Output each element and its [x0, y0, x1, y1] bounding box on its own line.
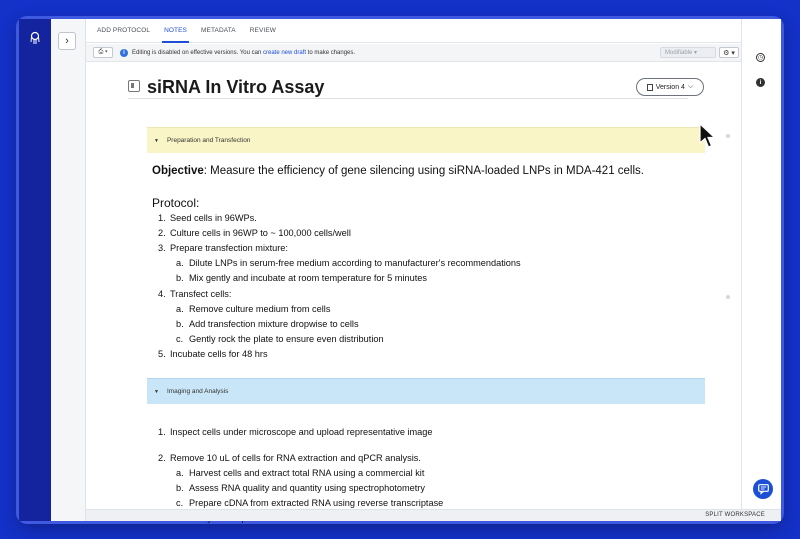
bottom-bar [86, 509, 781, 521]
list-number: a. [176, 304, 184, 314]
list-number: b. [176, 319, 184, 329]
tab-bar [86, 19, 741, 43]
list-text: Prepare transfection mixture: [170, 243, 288, 253]
list-text: Transfect cells: [170, 289, 232, 299]
tab-add-protocol[interactable]: ADD PROTOCOL [97, 27, 151, 34]
version-label: Version 4 [655, 83, 685, 91]
file-icon [647, 84, 653, 91]
info-toolbar [86, 44, 741, 62]
list-text: Gently rock the plate to ensure even distribution [189, 334, 384, 344]
list-text: Inspect cells under microscope and upload representative image [170, 427, 433, 437]
list-number: 2. [158, 228, 166, 238]
chevron-down-icon: ⌵ [687, 83, 694, 90]
settings-dropdown-button[interactable]: ⚙ ▾ [719, 47, 739, 58]
print-button[interactable]: ⎙ ▾ [93, 47, 113, 58]
document-content[interactable] [86, 63, 741, 509]
list-number: 4. [158, 289, 166, 299]
list-number: c. [176, 498, 184, 508]
list-number: b. [176, 483, 184, 493]
section-label: Preparation and Transfection [166, 137, 251, 144]
section-label: Imaging and Analysis [166, 388, 229, 395]
expand-panel-button[interactable] [58, 32, 76, 50]
info-circle-icon[interactable]: i [756, 78, 765, 87]
document-icon [128, 80, 140, 92]
list-number: a. [176, 258, 184, 268]
version-selector-button[interactable] [636, 78, 704, 96]
list-number: 1. [158, 427, 166, 437]
split-workspace-button[interactable]: SPLIT WORKSPACE [705, 512, 765, 518]
list-text: Culture cells in 96WP to ~ 100,000 cells/well [170, 228, 351, 238]
page-title: siRNA In Vitro Assay [147, 77, 325, 97]
list-text: Seed cells in 96WPs. [170, 213, 257, 223]
right-toolbar [741, 19, 781, 521]
create-new-draft-link[interactable]: create new draft [262, 49, 307, 56]
caret-down-icon[interactable]: ▼ [154, 137, 159, 144]
notice-text-after: to make changes. [306, 49, 356, 56]
list-number: c. [176, 334, 184, 344]
chevron-right-icon: › [65, 35, 69, 47]
list-number: a. [176, 468, 184, 478]
list-text: Remove 10 uL of cells for RNA extraction and qPCR analysis. [170, 453, 421, 463]
app-window [19, 19, 781, 521]
list-text: Add transfection mixture dropwise to cells [189, 319, 359, 329]
notice-text-before: Editing is disabled on effective versions. You can [132, 49, 263, 56]
objective-body: : Measure the efficiency of gene silencing using siRNA-loaded LNPs in MDA-421 cells. [203, 165, 644, 177]
list-text: Remove culture medium from cells [189, 304, 331, 314]
objective-text [152, 165, 644, 177]
title-row [128, 77, 688, 99]
list-number: 1. [158, 213, 166, 223]
list-number: b. [176, 273, 184, 283]
protocol-heading: Protocol: [152, 196, 200, 210]
tab-review[interactable]: REVIEW [249, 27, 276, 34]
scroll-marker [726, 295, 730, 299]
chat-bubble-icon [758, 484, 769, 494]
tab-metadata[interactable]: METADATA [201, 27, 236, 34]
info-icon: i [120, 49, 128, 57]
scroll-marker [726, 134, 730, 138]
list-text: Mix gently and incubate at room temperature for 5 minutes [189, 273, 427, 283]
objective-label: Objective [152, 165, 204, 177]
app-sidebar [19, 19, 51, 521]
list-number: 2. [158, 453, 166, 463]
modifiable-dropdown[interactable]: Modifiable ▾ [660, 47, 716, 58]
history-clock-icon[interactable]: ◷ [757, 55, 764, 61]
section-header-imaging[interactable] [147, 378, 705, 404]
list-text: Harvest cells and extract total RNA using a commercial kit [189, 468, 425, 478]
section-header-preparation[interactable] [147, 127, 705, 153]
list-text: Dilute LNPs in serum-free medium according to manufacturer's recommendations [189, 258, 521, 268]
list-text: Assess RNA quality and quantity using spectrophotometry [189, 483, 425, 493]
chat-button[interactable] [753, 479, 773, 499]
editing-disabled-notice [132, 50, 355, 56]
list-text: Prepare cDNA from extracted RNA using reverse transcriptase [189, 498, 444, 508]
list-number: 5. [158, 349, 166, 359]
collapsed-nav-panel [51, 19, 86, 521]
caret-down-icon[interactable]: ▼ [154, 388, 159, 395]
app-logo-icon[interactable] [27, 31, 43, 47]
list-text: Incubate cells for 48 hrs [170, 349, 268, 359]
tab-notes[interactable]: NOTES [157, 27, 194, 42]
mouse-pointer-icon [698, 123, 716, 149]
list-number: 3. [158, 243, 166, 253]
